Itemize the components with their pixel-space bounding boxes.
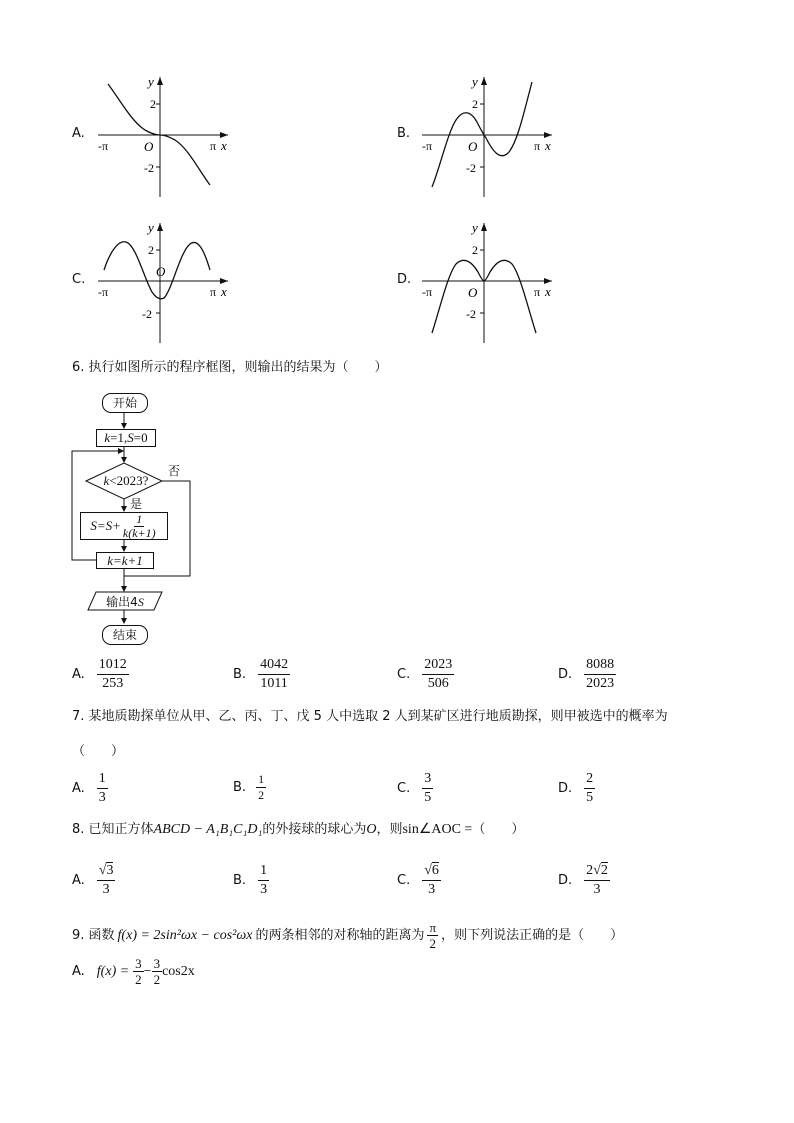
q7-option-c[interactable]: C. $\frac{3}{5}$ xyxy=(397,771,432,805)
graph-a-origin: O xyxy=(144,139,154,154)
graph-b xyxy=(414,72,564,202)
graph-b-ylabel: y xyxy=(472,74,478,89)
graph-b-xlabel: x xyxy=(545,138,551,153)
graph-c-origin: O xyxy=(156,264,166,279)
graph-a xyxy=(90,72,240,202)
graph-a-letter: A. xyxy=(72,126,85,141)
graph-d-letter: D. xyxy=(397,272,412,287)
graph-a-xpos: π xyxy=(210,139,217,153)
graph-b-ytick-2: 2 xyxy=(472,97,478,111)
q6-option-b[interactable]: B. $\frac{4042}{1011}$ xyxy=(233,657,289,691)
flow-no: 否 xyxy=(168,464,181,478)
graph-a-ytick-2: 2 xyxy=(150,97,156,111)
graph-b-xpos: π xyxy=(534,139,541,153)
flow-init: k=1,S=0 xyxy=(96,429,156,447)
q8-option-c[interactable]: C. $\frac{√6}{3}$ xyxy=(397,863,439,897)
q8-text: 8. 已知正方体ABCD − A₁B₁C₁D₁的外接球的球心为O，则sin∠AOC =（ ） xyxy=(72,822,525,837)
q6-option-a[interactable]: A. $\frac{1012}{253}$ xyxy=(72,657,127,691)
q7-option-b[interactable]: B. $\frac{1}{2}$ xyxy=(233,772,265,802)
graph-c-xpos: π xyxy=(210,285,217,299)
graph-b-origin: O xyxy=(468,139,478,154)
graph-b-letter: B. xyxy=(397,126,411,141)
graph-d-xneg: -π xyxy=(422,285,433,299)
flow-assign: S=S+ $\frac{1}{k(k+1)}$ xyxy=(80,512,168,540)
q8-option-a[interactable]: A. $\frac{√3}{3}$ xyxy=(72,863,114,897)
q8-option-b[interactable]: B. $\frac{1}{3}$ xyxy=(233,863,268,897)
q9-text: 9. 函数 f(x) = 2sin²ωx − cos²ωx 的两条相邻的对称轴的距离为 $\frac{\pi}{2}$ ，则下列说法正确的是（ ） xyxy=(72,920,624,951)
flow-condition: k<2023? xyxy=(103,473,149,488)
graph-d xyxy=(414,218,564,348)
graph-c-xneg: -π xyxy=(98,285,109,299)
flow-yes: 是 xyxy=(130,497,143,511)
graph-d-xpos: π xyxy=(534,285,541,299)
graph-c-letter: C. xyxy=(72,272,86,287)
graph-c-ylabel: y xyxy=(148,220,154,235)
q7-text: 7. 某地质勘探单位从甲、乙、丙、丁、戊 5 人中选取 2 人到某矿区进行地质勘探，则甲被选中的概率为 xyxy=(72,709,668,724)
graph-d-origin: O xyxy=(468,285,478,300)
graph-a-xlabel: x xyxy=(221,138,227,153)
graph-a-xneg: -π xyxy=(98,139,109,153)
q6-option-c[interactable]: C. $\frac{2023}{506}$ xyxy=(397,657,453,691)
graph-d-ytick-neg2: -2 xyxy=(466,307,476,321)
graph-d-ytick-2: 2 xyxy=(472,243,478,257)
graph-c-xlabel: x xyxy=(221,284,227,299)
graph-b-xneg: -π xyxy=(422,139,433,153)
q6-text: 6. 执行如图所示的程序框图，则输出的结果为（ ） xyxy=(72,360,388,375)
graph-c-ytick-neg2: -2 xyxy=(142,307,152,321)
q7-option-d[interactable]: D. $\frac{2}{5}$ xyxy=(558,771,594,805)
graph-a-ytick-neg2: -2 xyxy=(144,161,154,175)
q9-option-a[interactable]: A. f(x) = $\frac{3}{2}$ − $\frac{3}{2}$ cos2x xyxy=(72,956,195,987)
graph-d-xlabel: x xyxy=(545,284,551,299)
flow-increment: k=k+1 xyxy=(96,552,154,569)
q7-option-a[interactable]: A. $\frac{1}{3}$ xyxy=(72,771,106,805)
graph-b-ytick-neg2: -2 xyxy=(466,161,476,175)
q6-option-d[interactable]: D. $\frac{8088}{2023}$ xyxy=(558,657,615,691)
q7-paren: （ ） xyxy=(72,744,125,759)
graph-c xyxy=(90,218,240,348)
flow-start: 开始 xyxy=(102,393,148,413)
flow-end: 结束 xyxy=(102,625,148,645)
graph-c-ytick-2: 2 xyxy=(148,243,154,257)
q8-option-d[interactable]: D. $\frac{2√2}{3}$ xyxy=(558,863,608,897)
graph-d-ylabel: y xyxy=(472,220,478,235)
graph-a-ylabel: y xyxy=(148,74,154,89)
flow-output: 输出4S xyxy=(106,595,144,609)
